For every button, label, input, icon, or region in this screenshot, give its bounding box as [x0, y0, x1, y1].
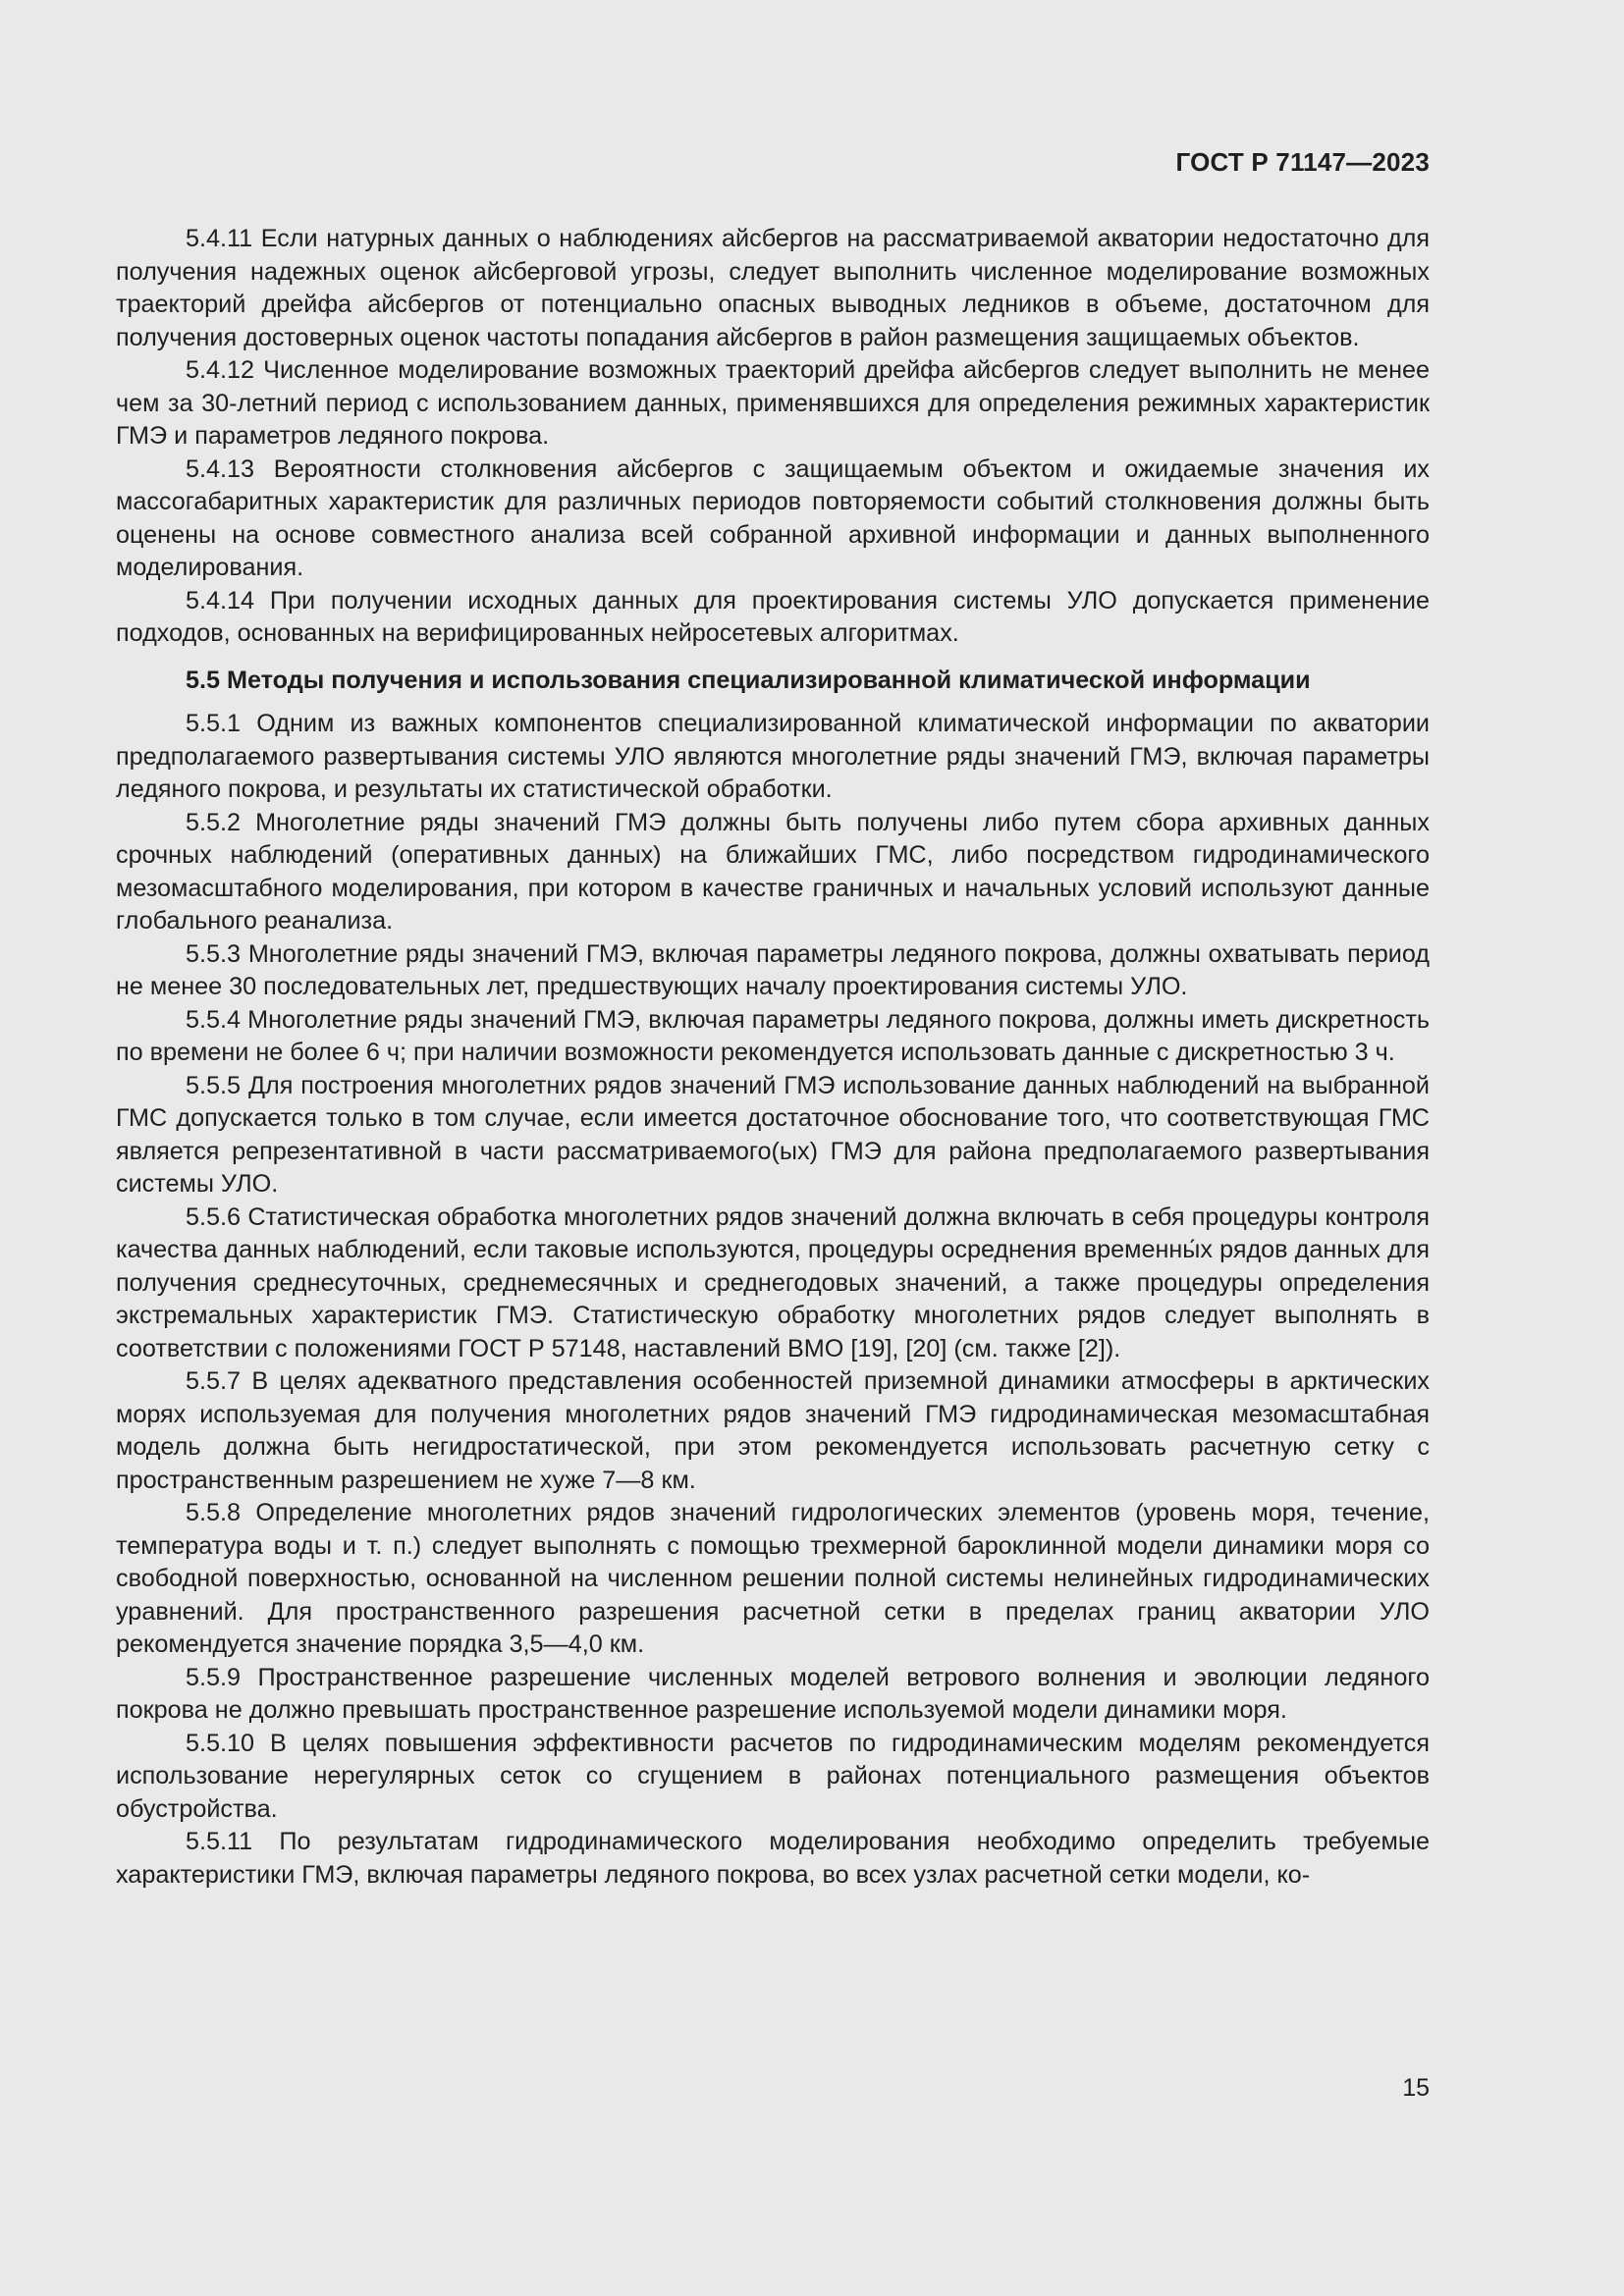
paragraph-5-5-6: 5.5.6 Статистическая обработка многолетних рядов значений должна включать в себя процедуры контроля качества данных наблюдений, если таковые используются, процедуры осреднения временны́х рядов данных для получения среднесуточных, среднемесячных и среднегодовых значений, а также процедуры определения экстремальных характеристик ГМЭ. Статистическую обработку многолетних рядов следует выполнять в соответствии с положениями ГОСТ Р 57148, наставлений ВМО [19], [20] (см. также [2]). [116, 1202, 1430, 1362]
document-code-header: ГОСТ Р 71147—2023 [1175, 147, 1430, 177]
paragraph-5-5-10: 5.5.10 В целях повышения эффективности расчетов по гидродинамическим моделям рекомендуется использование нерегулярных сеток со сгущением в районах потенциального размещения объектов обустройства. [116, 1729, 1430, 1823]
page-number: 15 [1402, 2074, 1430, 2102]
paragraph-5-4-11: 5.4.11 Если натурных данных о наблюдениях айсбергов на рассматриваемой акватории недостаточно для получения надежных оценок айсберговой угрозы, следует выполнить численное моделирование возможных траекторий дрейфа айсбергов от потенциально опасных выводных ледников в объеме, достаточном для получения достоверных оценок частоты попадания айсбергов в район размещения защищаемых объектов. [116, 225, 1430, 351]
paragraph-5-5-1: 5.5.1 Одним из важных компонентов специализированной климатической информации по акватории предполагаемого развертывания системы УЛО являются многолетние ряды значений ГМЭ, включая параметры ледяного покрова, и результаты их статистической обработки. [116, 710, 1430, 803]
paragraph-5-5-11: 5.5.11 По результатам гидродинамического моделирования необходимо определить требуемые характеристики ГМЭ, включая параметры ледяного покрова, во всех узлах расчетной сетки модели, ко- [116, 1828, 1430, 1889]
paragraph-5-4-14: 5.4.14 При получении исходных данных для проектирования системы УЛО допускается применение подходов, основанных на верифицированных нейросетевых алгоритмах. [116, 586, 1430, 647]
section-heading-5-5: 5.5 Методы получения и использования специализированной климатической информации [186, 666, 1311, 694]
paragraph-5-5-3: 5.5.3 Многолетние ряды значений ГМЭ, включая параметры ледяного покрова, должны охватывать период не менее 30 последовательных лет, предшествующих началу проектирования системы УЛО. [116, 939, 1430, 1000]
paragraph-5-5-9: 5.5.9 Пространственное разрешение численных моделей ветрового волнения и эволюции ледяного покрова не должно превышать пространственное разрешение используемой модели динамики моря. [116, 1663, 1430, 1724]
paragraph-5-5-2: 5.5.2 Многолетние ряды значений ГМЭ должны быть получены либо путем сбора архивных данных срочных наблюдений (оперативных данных) на ближайших ГМС, либо посредством гидродинамического мезомасштабного моделирования, при котором в качестве граничных и начальных условий используют данные глобального реанализа. [116, 808, 1430, 934]
paragraph-5-5-8: 5.5.8 Определение многолетних рядов значений гидрологических элементов (уровень моря, течение, температура воды и т. п.) следует выполнять с помощью трехмерной бароклинной модели динамики моря со свободной поверхностью, основанной на численном решении полной системы нелинейных гидродинамических уравнений. Для пространственного разрешения расчетной сетки в пределах границ акватории УЛО рекомендуется значение порядка 3,5—4,0 км. [116, 1499, 1430, 1658]
paragraph-5-4-13: 5.4.13 Вероятности столкновения айсбергов с защищаемым объектом и ожидаемые значения их массогабаритных характеристик для различных периодов повторяемости событий столкновения должны быть оценены на основе совместного анализа всей собранной архивной информации и данных выполненного моделирования. [116, 454, 1430, 581]
paragraph-5-4-12: 5.4.12 Численное моделирование возможных траекторий дрейфа айсбергов следует выполнить не менее чем за 30-летний период с использованием данных, применявшихся для определения режимных характеристик ГМЭ и параметров ледяного покрова. [116, 356, 1430, 450]
paragraph-5-5-4: 5.5.4 Многолетние ряды значений ГМЭ, включая параметры ледяного покрова, должны иметь дискретность по времени не более 6 ч; при наличии возможности рекомендуется использовать данные с дискретностью 3 ч. [116, 1005, 1430, 1066]
paragraph-5-5-7: 5.5.7 В целях адекватного представления особенностей приземной динамики атмосферы в арктических морях используемая для получения многолетних рядов значений ГМЭ гидродинамическая мезомасштабная модель должна быть негидростатической, при этом рекомендуется использовать расчетную сетку с пространственным разрешением не хуже 7—8 км. [116, 1367, 1430, 1494]
paragraph-5-5-5: 5.5.5 Для построения многолетних рядов значений ГМЭ использование данных наблюдений на выбранной ГМС допускается только в том случае, если имеется достаточное обоснование того, что соответствующая ГМС является репрезентативной в части рассматриваемого(ых) ГМЭ для района предполагаемого развертывания системы УЛО. [116, 1071, 1430, 1198]
document-body [116, 223, 1430, 1892]
